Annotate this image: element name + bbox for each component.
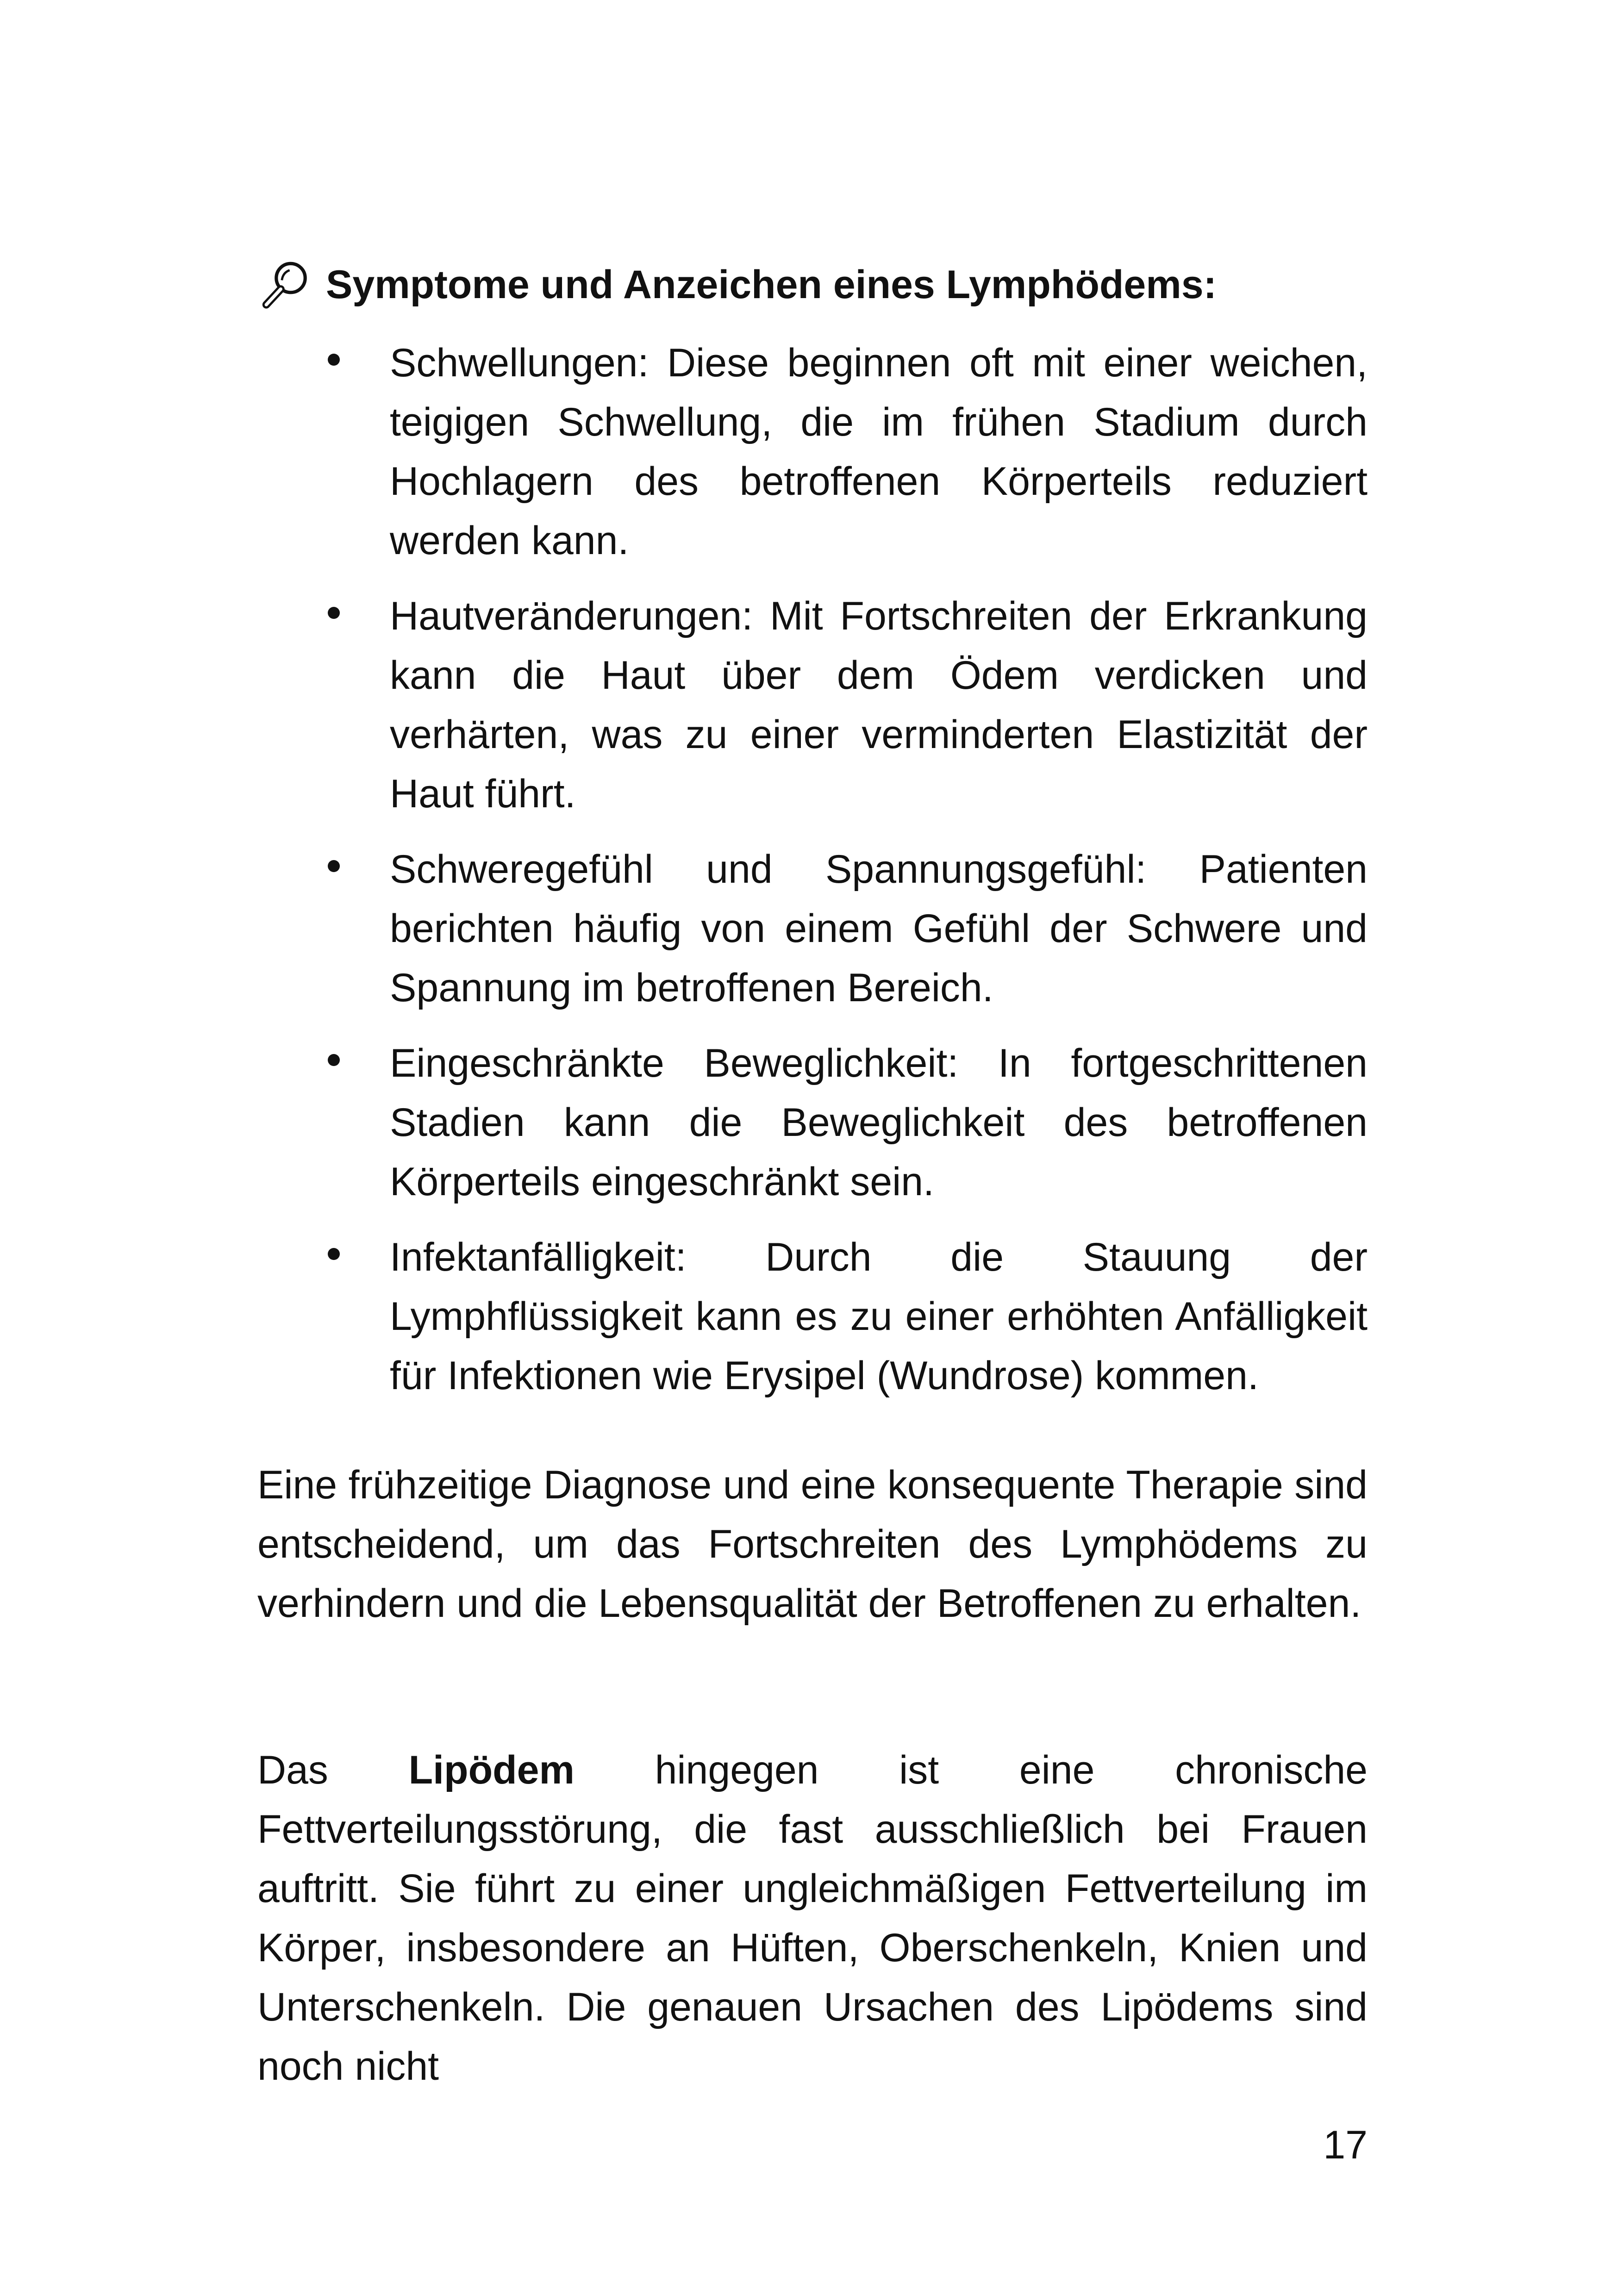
bold-term: Lipödem (408, 1748, 575, 1792)
magnifier-icon (257, 257, 313, 312)
bullet-icon (328, 354, 340, 366)
paragraph-rest: hingegen ist eine chronische Fettverteilungsstörung, die fast ausschließlich bei Frauen auftritt. Sie führt zu einer ungleichmäßigen Fettverteilung im Körper, insbesondere an Hüften, Oberschenkeln, Knien und Unterschenkeln. Die genauen Ursachen des Lipödems sind noch nicht (257, 1748, 1368, 2089)
page-number: 17 (1323, 2123, 1368, 2167)
list-item-text: Hautveränderungen: Mit Fortschreiten der Erkrankung kann die Haut über dem Ödem verdicken und verhärten, was zu einer verminderten Elastizität der Haut führt. (390, 594, 1368, 816)
bullet-icon (328, 1248, 340, 1260)
list-item-text: Schweregefühl und Spannungsgefühl: Patienten berichten häufig von einem Gefühl der Schwere und Spannung im betroffenen Bereich. (390, 847, 1368, 1010)
paragraph-lipoedema (257, 1740, 1368, 2096)
symptom-list (257, 333, 1368, 1422)
bullet-icon (328, 860, 340, 872)
list-item (257, 1228, 1368, 1405)
list-item (257, 333, 1368, 570)
list-item (257, 1034, 1368, 1211)
paragraph-lead: Das (257, 1748, 409, 1792)
bullet-icon (328, 1054, 340, 1066)
list-item-text: Infektanfälligkeit: Durch die Stauung der Lymphflüssigkeit kann es zu einer erhöhten Anfälligkeit für Infektionen wie Erysipel (Wundrose) kommen. (390, 1235, 1368, 1398)
list-item-text: Eingeschränkte Beweglichkeit: In fortgeschrittenen Stadien kann die Beweglichkeit des betroffenen Körperteils eingeschränkt sein. (390, 1041, 1368, 1204)
paragraph-diagnosis: Eine frühzeitige Diagnose und eine konsequente Therapie sind entscheidend, um das Fortschreiten des Lymphödems zu verhindern und die Lebensqualität der Betroffenen zu erhalten. (257, 1463, 1368, 1626)
list-item (257, 586, 1368, 823)
section-heading (257, 252, 1368, 317)
section-heading-text: Symptome und Anzeichen eines Lymphödems: (326, 262, 1217, 307)
bullet-icon (328, 607, 340, 619)
list-item-text: Schwellungen: Diese beginnen oft mit einer weichen, teigigen Schwellung, die im frühen Stadium durch Hochlagern des betroffenen Körperteils reduziert werden kann. (390, 341, 1368, 563)
list-item (257, 840, 1368, 1017)
